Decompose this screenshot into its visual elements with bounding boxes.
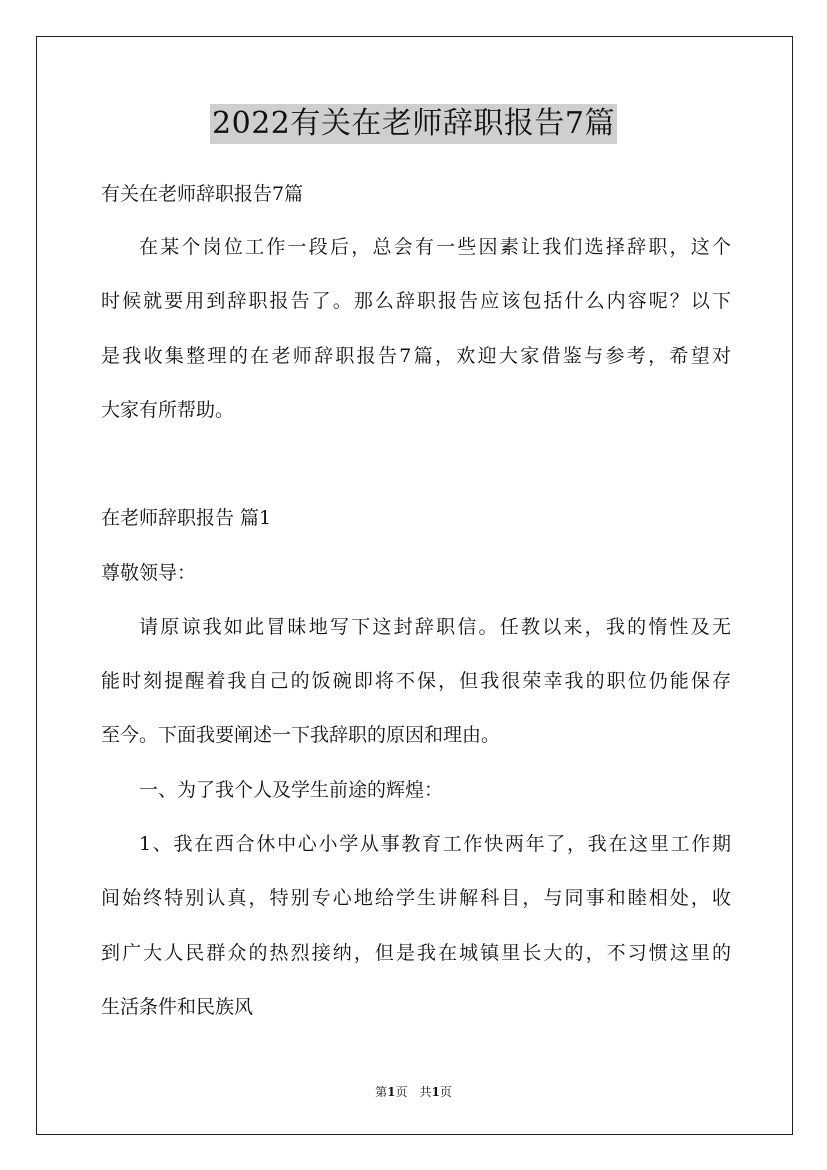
footer-mid: 页 共 bbox=[395, 1085, 432, 1099]
title-container bbox=[0, 104, 827, 144]
para2-line-3: 到广大人民群众的热烈接纳，但是我在城镇里长大的，不习惯这里的 bbox=[101, 942, 731, 964]
point1-heading: 一、为了我个人及学生前途的辉煌： bbox=[139, 779, 444, 801]
intro-line-1: 在某个岗位工作一段后，总会有一些因素让我们选择辞职，这个 bbox=[139, 236, 731, 258]
footer-page-total: 1 bbox=[431, 1085, 440, 1099]
salutation: 尊敬领导： bbox=[101, 562, 197, 584]
intro-line-4: 大家有所帮助。 bbox=[101, 399, 235, 421]
footer-page-current: 1 bbox=[387, 1085, 396, 1099]
para2-line-4: 生活条件和民族风 bbox=[101, 996, 254, 1018]
para2-line-1: 1、我在西合休中心小学从事教育工作快两年了，我在这里工作期 bbox=[139, 833, 731, 855]
section-heading: 在老师辞职报告 篇1 bbox=[101, 507, 272, 529]
intro-line-2: 时候就要用到辞职报告了。那么辞职报告应该包括什么内容呢？以下 bbox=[101, 290, 731, 312]
para1-line-3: 至今。下面我要阐述一下我辞职的原因和理由。 bbox=[101, 724, 501, 746]
intro-line-3: 是我收集整理的在老师辞职报告7篇，欢迎大家借鉴与参考，希望对 bbox=[101, 345, 731, 367]
para1-line-2: 能时刻提醒着我自己的饭碗即将不保，但我很荣幸我的职位仍能保存 bbox=[101, 670, 731, 692]
document-title: 2022有关在老师辞职报告7篇 bbox=[210, 104, 617, 144]
footer-suffix: 页 bbox=[439, 1085, 452, 1099]
footer-prefix: 第 bbox=[375, 1085, 388, 1099]
para2-line-2: 间始终特别认真，特别专心地给学生讲解科目，与同事和睦相处，收 bbox=[101, 887, 731, 909]
para1-line-1: 请原谅我如此冒昧地写下这封辞职信。任教以来，我的惰性及无 bbox=[139, 616, 731, 638]
page-footer bbox=[0, 1084, 827, 1100]
document-subtitle: 有关在老师辞职报告7篇 bbox=[101, 183, 304, 205]
